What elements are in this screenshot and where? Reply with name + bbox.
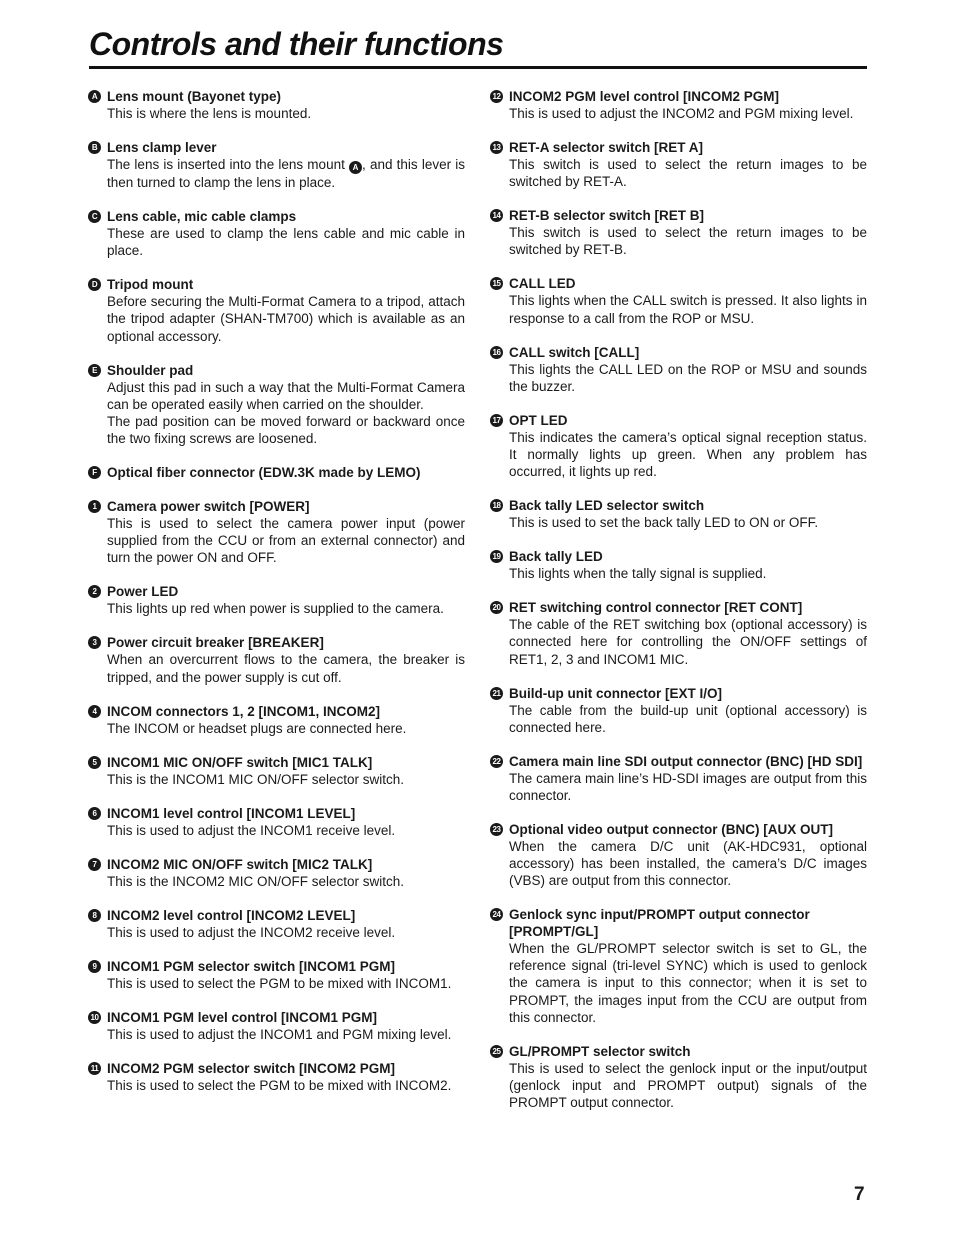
item-heading: INCOM1 MIC ON/OFF switch [MIC1 TALK] [107,754,373,770]
description-paragraph: This is used to select the PGM to be mixed with INCOM2. [107,1078,452,1094]
item-description [107,822,465,839]
control-item [88,703,465,737]
control-item [490,139,867,190]
control-item [490,548,867,582]
control-item [490,412,867,480]
item-heading: CALL LED [509,276,576,292]
inline-reference-marker: A [349,161,362,174]
control-item [490,275,867,326]
item-description [107,1026,465,1043]
item-number-marker: 19 [490,550,503,563]
item-description [107,105,465,122]
item-description [509,105,867,122]
item-heading: INCOM1 PGM selector switch [INCOM1 PGM] [107,959,396,975]
item-number-marker: 16 [490,346,503,359]
item-heading: INCOM2 PGM selector switch [INCOM2 PGM] [107,1061,396,1077]
item-number-marker: 4 [88,705,101,718]
description-paragraph: This is used to adjust the INCOM1 receive level. [107,822,396,838]
item-description [509,156,867,190]
item-heading: Camera power switch [POWER] [107,499,310,515]
description-paragraph: This is the INCOM2 MIC ON/OFF selector switch. [107,873,405,889]
item-description [509,770,867,804]
description-paragraph: This switch is used to select the return images to be switched by RET-A. [509,157,867,190]
item-heading: Lens clamp lever [107,140,217,156]
item-description [107,156,465,191]
item-heading: Power circuit breaker [BREAKER] [107,635,324,651]
control-item [88,856,465,890]
control-item [490,906,867,1025]
item-description [509,838,867,889]
control-item [88,208,465,259]
description-text: , and this lever is then turned to clamp the lens in place. [107,157,465,191]
item-number-marker: C [88,210,101,223]
description-paragraph: This lights when the CALL switch is pressed. It also lights in response to a call from the ROP or MSU. [509,293,867,326]
description-paragraph: When the GL/PROMPT selector switch is set to GL, the reference signal (tri-level SYNC) which is used to genlock the camera is input to this connector; when it is set to PROMPT, the images input from the CCU are output from this connector. [509,941,867,1025]
description-paragraph: This lights the CALL LED on the ROP or MSU and sounds the buzzer. [509,361,867,394]
title-rule [89,66,867,69]
description-paragraph: The camera main line’s HD-SDI images are output from this connector. [509,770,867,803]
control-item [88,498,465,566]
control-item [88,907,465,941]
item-description [107,771,465,788]
item-heading: Lens mount (Bayonet type) [107,89,282,104]
control-item [88,754,465,788]
item-heading: OPT LED [509,412,568,428]
control-item [88,1009,465,1043]
control-item [490,344,867,395]
control-item [490,207,867,258]
item-number-marker: B [88,141,101,154]
item-heading: INCOM1 PGM level control [INCOM1 PGM] [107,1010,378,1026]
item-description [509,514,867,531]
description-paragraph: This lights when the tally signal is supplied. [509,566,767,582]
item-description [509,940,867,1025]
description-paragraph: This is used to adjust the INCOM1 and PGM mixing level. [107,1027,452,1043]
description-text: The lens is inserted into the lens mount [107,157,350,173]
item-number-marker: 15 [490,277,503,290]
item-heading: INCOM2 MIC ON/OFF switch [MIC2 TALK] [107,856,373,872]
item-description [107,651,465,685]
item-description [509,429,867,480]
item-description [509,292,867,326]
control-item [88,958,465,992]
item-description [107,293,465,344]
item-description [107,379,465,447]
control-item [88,634,465,685]
item-heading: INCOM2 level control [INCOM2 LEVEL] [107,907,356,923]
description-paragraph: This is the INCOM1 MIC ON/OFF selector switch. [107,771,405,787]
item-number-marker: A [88,90,101,103]
item-number-marker: 2 [88,585,101,598]
item-heading: Back tally LED [509,549,603,565]
item-description [509,224,867,258]
item-number-marker: 18 [490,499,503,512]
control-item [88,88,465,122]
description-paragraph: This is used to select the camera power input (power supplied from the CCU or from an external connector) and turn the power ON and OFF. [107,516,465,566]
item-number-marker: D [88,278,101,291]
control-item [490,821,867,889]
item-number-marker: 6 [88,807,101,820]
item-description [107,1077,465,1094]
item-number-marker: 13 [490,141,503,154]
item-number-marker: 20 [490,601,503,614]
item-number-marker: 23 [490,823,503,836]
description-paragraph: This is used to set the back tally LED to ON or OFF. [509,515,819,531]
description-paragraph: This lights up red when power is supplied to the camera. [107,601,444,617]
control-item [490,599,867,667]
description-paragraph: This is used to select the genlock input or the input/output (genlock input and PROMPT output) signals of the PROMPT output connector. [509,1060,867,1110]
description-paragraph: This is used to adjust the INCOM2 and PGM mixing level. [509,106,854,121]
item-description [509,1060,867,1111]
control-item [88,1060,465,1094]
item-number-marker: 25 [490,1045,503,1058]
item-number-marker: E [88,364,101,377]
control-item [88,139,465,191]
item-description [107,515,465,566]
description-paragraph: This switch is used to select the return images to be switched by RET-B. [509,225,867,258]
item-description [509,702,867,736]
item-number-marker: 12 [490,90,503,103]
item-number-marker: 24 [490,908,503,921]
item-number-marker: 17 [490,414,503,427]
control-item [490,497,867,531]
item-number-marker: 9 [88,960,101,973]
control-item [88,464,465,481]
item-heading: INCOM1 level control [INCOM1 LEVEL] [107,805,356,821]
item-heading: GL/PROMPT selector switch [509,1043,691,1059]
page-number: 7 [854,1184,865,1205]
item-description [107,600,465,617]
item-number-marker: 10 [88,1011,101,1024]
description-paragraph: This is used to select the PGM to be mixed with INCOM1. [107,976,452,992]
item-heading: Power LED [107,584,179,600]
item-heading: Camera main line SDI output connector (BNC) [HD SDI] [509,753,863,769]
item-heading: CALL switch [CALL] [509,344,640,360]
item-number-marker: 8 [88,909,101,922]
item-heading: Back tally LED selector switch [509,498,705,514]
item-heading: Build-up unit connector [EXT I/O] [509,685,722,701]
item-heading: RET-A selector switch [RET A] [509,140,704,156]
description-paragraph: When the camera D/C unit (AK-HDC931, optional accessory) has been installed, the camera’s D/C images (VBS) are output from this connector. [509,838,867,889]
control-item [490,1043,867,1111]
item-heading: Shoulder pad [107,362,194,378]
item-heading: RET switching control connector [RET CONT] [509,600,803,616]
item-description [509,361,867,395]
item-number-marker: 1 [88,500,101,513]
description-paragraph: The cable of the RET switching box (optional accessory) is connected here for controlling the ON/OFF settings of RET1, 2, 3 and INCOM1 MIC. [509,617,867,667]
description-paragraph: This indicates the camera’s optical signal reception status. It normally lights up green. When any problem has occurred, it lights up red. [509,429,867,480]
item-number-marker: 22 [490,755,503,768]
description-paragraph: Before securing the Multi-Format Camera to a tripod, attach the tripod adapter (SHAN-TM700) which is available as an optional accessory. [107,294,465,344]
description-paragraph: The cable from the build-up unit (optional accessory) is connected here. [509,702,867,735]
item-heading: Lens cable, mic cable clamps [107,209,297,225]
item-heading: Optional video output connector (BNC) [AUX OUT] [509,821,833,837]
description-paragraph: The pad position can be moved forward or backward once the two fixing screws are loosened. [107,413,465,446]
control-item [490,685,867,736]
right-column [490,88,867,1128]
left-column [88,88,465,1111]
item-number-marker: 14 [490,209,503,222]
description-paragraph: This is where the lens is mounted. [107,106,312,121]
item-description [509,565,867,582]
description-paragraph: This is used to adjust the INCOM2 receive level. [107,924,396,940]
description-paragraph: Adjust this pad in such a way that the Multi-Format Camera can be operated easily when carried on the shoulder. [107,379,465,412]
description-paragraph: When an overcurrent flows to the camera, the breaker is tripped, and the power supply is cut off. [107,652,465,685]
control-item [88,583,465,617]
control-item [88,362,465,447]
item-description [107,225,465,259]
item-number-marker: 11 [88,1062,101,1075]
item-description [107,924,465,941]
item-heading: RET-B selector switch [RET B] [509,208,705,224]
item-number-marker: 21 [490,687,503,700]
item-heading: Tripod mount [107,277,194,293]
control-item [88,805,465,839]
item-number-marker: 7 [88,858,101,871]
page-title: Controls and their functions [89,26,504,62]
control-item [490,753,867,804]
control-item [490,88,867,122]
item-number-marker: 5 [88,756,101,769]
item-heading: INCOM2 PGM level control [INCOM2 PGM] [509,89,780,104]
item-description [107,873,465,890]
description-paragraph: These are used to clamp the lens cable and mic cable in place. [107,226,465,259]
description-paragraph: The INCOM or headset plugs are connected here. [107,720,407,736]
item-heading: Genlock sync input/PROMPT output connector [PROMPT/GL] [509,907,810,940]
item-description [107,720,465,737]
item-heading: INCOM connectors 1, 2 [INCOM1, INCOM2] [107,703,381,719]
control-item [88,276,465,344]
item-description [509,616,867,667]
item-heading: Optical fiber connector (EDW.3K made by LEMO) [107,465,421,481]
item-description [107,975,465,992]
item-number-marker: F [88,466,101,479]
item-number-marker: 3 [88,636,101,649]
